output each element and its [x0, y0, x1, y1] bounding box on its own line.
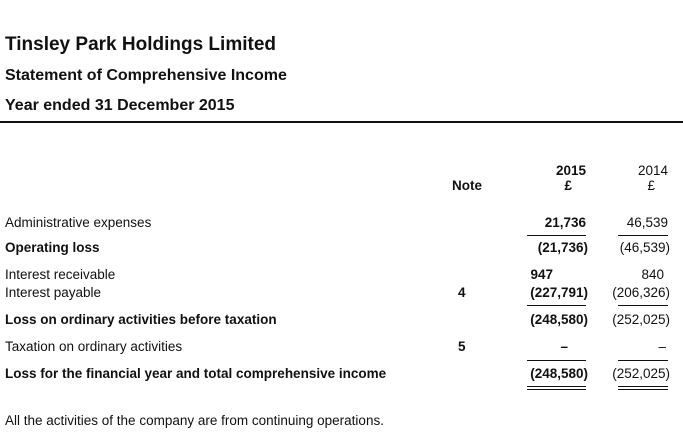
prior-administrative-expenses: 46,539 — [626, 215, 668, 230]
current-operating-loss: (21,736) — [537, 240, 588, 255]
note-interest-payable: 4 — [458, 285, 466, 300]
total-double-line — [527, 386, 586, 387]
row-label-administrative-expenses: Administrative expenses — [5, 215, 152, 230]
prior-operating-loss: (46,539) — [619, 240, 670, 255]
current-year-header: 2015 — [555, 163, 586, 178]
subtotal-line — [527, 305, 586, 306]
prior-interest-receivable: 840 — [641, 267, 664, 282]
prior-interest-payable: (206,326) — [612, 285, 670, 300]
subtotal-line — [527, 235, 586, 236]
current-interest-receivable: 947 — [530, 267, 553, 282]
company-name: Tinsley Park Holdings Limited — [5, 34, 276, 55]
row-label-interest-receivable: Interest receivable — [5, 267, 116, 282]
total-double-line — [618, 389, 668, 390]
note-taxation: 5 — [458, 339, 466, 354]
prior-loss-before-taxation: (252,025) — [612, 312, 670, 327]
prior-currency-header: £ — [647, 178, 655, 193]
subtotal-line — [618, 305, 668, 306]
row-label-loss-before-taxation: Loss on ordinary activities before taxation — [5, 312, 277, 327]
subtotal-line — [527, 360, 586, 361]
total-double-line — [527, 389, 586, 390]
statement-title: Statement of Comprehensive Income — [5, 67, 287, 84]
prior-taxation: – — [658, 339, 666, 354]
header-rule — [0, 121, 683, 123]
current-taxation: – — [560, 339, 568, 354]
current-currency-header: £ — [564, 178, 572, 193]
prior-loss-for-year: (252,025) — [612, 366, 670, 381]
statement-period: Year ended 31 December 2015 — [5, 97, 235, 114]
subtotal-line — [618, 360, 668, 361]
current-loss-before-taxation: (248,580) — [530, 312, 588, 327]
total-double-line — [618, 386, 668, 387]
current-interest-payable: (227,791) — [530, 285, 588, 300]
row-label-interest-payable: Interest payable — [5, 285, 102, 300]
footer-note: All the activities of the company are from continuing operations. — [5, 413, 384, 428]
row-label-taxation: Taxation on ordinary activities — [5, 339, 183, 354]
current-loss-for-year: (248,580) — [530, 366, 588, 381]
subtotal-line — [618, 235, 668, 236]
current-administrative-expenses: 21,736 — [544, 215, 586, 230]
row-label-operating-loss: Operating loss — [5, 240, 100, 255]
prior-year-header: 2014 — [637, 163, 668, 178]
note-column-header: Note — [452, 178, 482, 193]
row-label-loss-for-year: Loss for the financial year and total comprehensive income — [5, 366, 387, 381]
